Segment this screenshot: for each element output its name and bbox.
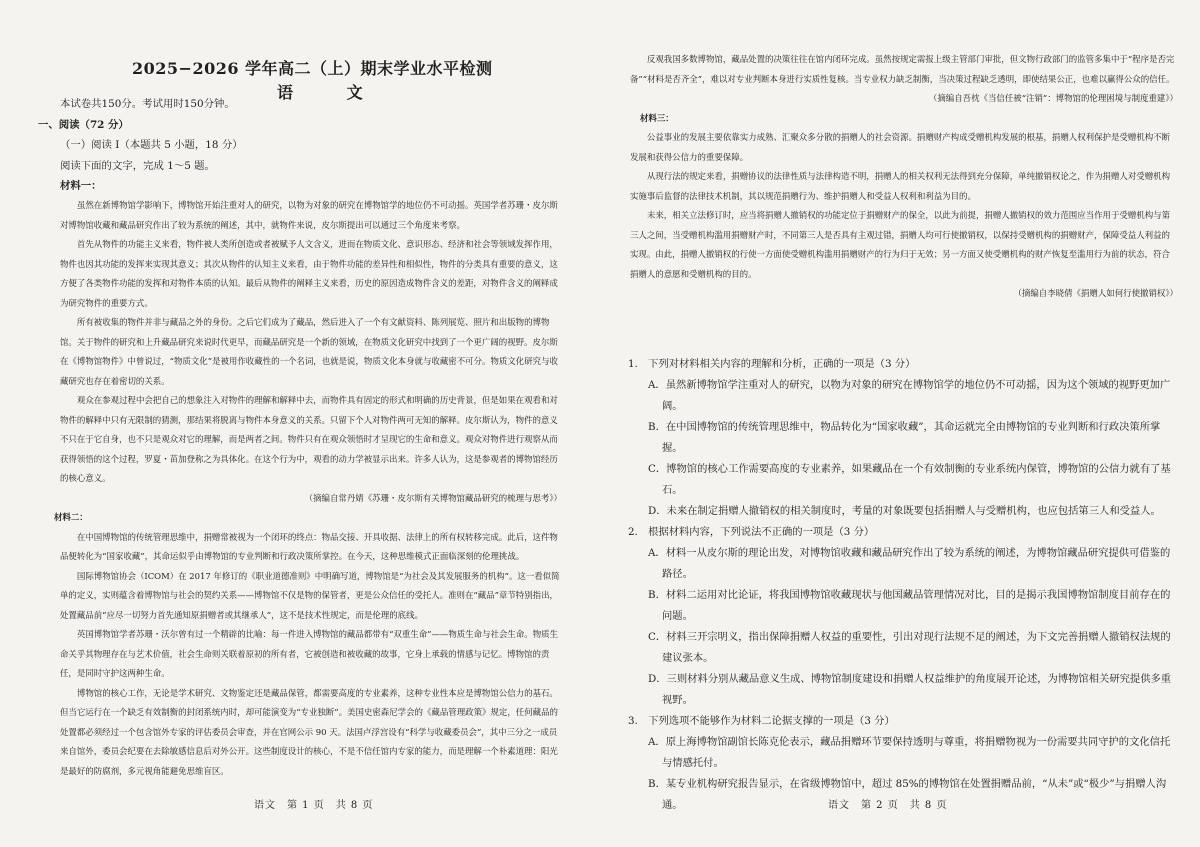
page-1 (22, 0, 577, 847)
subject-title: 语 文 (277, 83, 387, 102)
material-2-paragraph: 国际博物馆协会（ICOM）在 2017 年修订的《职业道德准则》中明确写道，博物馆是“为社会及其发展服务的机构”。这一看似简单的定义，实则蕴含着博物馆与社会的契约关系——博物馆不仅是物的保管者，更是公众信任的受托人。准则在“藏品”章节特别指出，处置藏品前“应尽一切努力首先通知原捐赠者或其继承人”，这不是技术性规定，而是伦理的底线。 (60, 570, 560, 620)
section-heading: 一、阅读（72 分） (38, 118, 129, 131)
page-2-footer: 语文 第 2 页 共 8 页 (828, 800, 948, 811)
answer-option: A．原上海博物馆副馆长陈克伦表示，藏品捐赠环节要保持透明与尊重，将捐赠物视为一份需要共同守护的文化信托与情感托付。 (648, 736, 1171, 769)
material-3-source: （摘编自李晓倩《捐赠人如何行使撤销权》） (1013, 288, 1178, 298)
questions-block (628, 354, 1178, 816)
material-3-label: 材料三： (640, 112, 674, 123)
material-3-paragraph: 公益事业的发展主要依靠实力成熟、汇聚众多分散的捐赠人的社会资源。捐赠财产构成受赠机构发展的根基，捐赠人权利保护是受赠机构不断发展和获得公信力的重要保障。 (630, 132, 1171, 162)
answer-option: C．博物馆的核心工作需要高度的专业素养，如果藏品在一个有效制衡的专业系统内保管，博物馆的公信力就有了基石。 (648, 463, 1171, 496)
answer-option: B．在中国博物馆的传统管理思维中，物品转化为“国家收藏”，其命运就完全由博物馆的专业判断和行政决策所掌握。 (648, 421, 1161, 454)
question-stem: 2. 根据材料内容，下列说法不正确的一项是（3 分） (628, 526, 875, 538)
question-1 (628, 354, 1178, 522)
subsection-heading: （一）阅读 I（本题共 5 小题，18 分） (60, 139, 243, 152)
page-2 (618, 0, 1180, 847)
material-1-paragraph: 观众在参观过程中会把自己的想象注入对物件的理解和解释中去，而物件具有固定的形式和明确的历史背景，但是如果在观看和对物件的解释中只有无限制的猜测，那结果将脱离与物件本身意义的关系。只留下个人对物件两可无知的解释。皮尔斯认为，物件的意义不只在于它自身，也不只是观众对它的理解，而是两者之间。物件只有在观众领悟时才呈现它的生命和意义。观众对物件进行观察从而获得领悟的这个过程，罗夏・苗加登称之为具体化。在这个行为中，观看的动力学被显示出来。许多人认为，这是参观者的博物馆经历的核心意义。 (60, 395, 558, 483)
exam-title: 2025−2026 学年高二（上）期末学业水平检测 (132, 59, 493, 78)
material-1-body (54, 196, 562, 781)
material-2-paragraph: 英国博物馆学者苏珊・沃尔曾有过一个精辟的比喻：每一件进入博物馆的藏品都带有“双重生命”——物质生命与社会生命。物质生命关乎其物理存在与艺术价值，社会生命则关联着原初的所有者，它被创造和被收藏的故事，它身上承载的情感与记忆。博物馆的责任，是同时守护这两种生命。 (60, 629, 559, 678)
page-1-footer: 语文 第 1 页 共 8 页 (254, 800, 374, 811)
material-3-paragraph: 未来，相关立法修订时，应当将捐赠人撤销权的功能定位于捐赠财产的保全，以此为前提，捐赠人撤销权的效力范围应当作用于受赠机构与第三人之间，当受赠机构滥用捐赠财产时，不同第三人是否具有主观过错，捐赠人均可行使撤销权，以保持受赠机构的捐赠财产，保障受益人利益的实现。由此，捐赠人撤销权的行使一方面使受赠机构滥用捐赠财产的行为归于无效；另一方面又使受赠机构的财产恢复至滥用行为前的状态，符合捐赠人的意愿和受赠机构的目的。 (630, 210, 1171, 279)
material-1-source: （摘编自常丹婧《苏珊・皮尔斯有关博物馆藏品研究的梳理与思考》） (304, 492, 562, 503)
answer-option: C．材料三开宗明义，指出保障捐赠人权益的重要性，引出对现行法规不足的阐述，为下文完善捐赠人撤销权法规的建议张本。 (648, 631, 1171, 664)
page-1-intro (38, 94, 562, 197)
answer-option: A．材料一从皮尔斯的理论出发，对博物馆收藏和藏品研究作出了较为系统的阐述，为博物馆藏品研究提供可借鉴的路径。 (648, 547, 1171, 580)
material-2-paragraph: 博物馆的核心工作，无论是学术研究、文物鉴定还是藏品保管，都需要高度的专业素养，这种专业性本应是博物馆公信力的基石。但当它运行在一个缺乏有效制衡的封闭系统内时，却可能演变为“专业独断”。美国史密森尼学会的《藏品管理政策》规定，任何藏品的处置都必须经过一个包含馆外专家的评估委员会审查，并在官网公示 90 天。法国卢浮宫设有“科学与收藏委员会”，其中三分之一成员来自馆外，委员会纪要在去除敏感信息后对外公开。这些制度设计的核心，不是不信任馆内专家的能力，而是理解一个朴素道理：阳光是最好的防腐剂，多元视角能避免思维盲区。 (60, 687, 558, 776)
answer-option: D．三则材料分别从藏品意义生成、博物馆制度建设和捐赠人权益维护的角度展开论述，为博物馆相关研究提供多重视野。 (648, 673, 1172, 706)
question-stem: 1. 下列对材料相关内容的理解和分析，正确的一项是（3 分） (628, 358, 916, 370)
page-2-materials (630, 50, 1178, 304)
material-1-label: 材料一： (60, 180, 102, 193)
material-2-label: 材料二： (54, 512, 88, 522)
question-2 (628, 522, 1178, 711)
reading-instruction: 阅读下面的文字，完成 1～5 题。 (60, 159, 215, 172)
answer-option: B．某专业机构研究报告显示，在省级博物馆中，超过 85%的博物馆在处置捐赠品前，“从未”或“极少”与捐赠人沟通。 (648, 778, 1167, 811)
material-3-paragraph: 从现行法的规定来看，捐赠协议的法律性质与法律构造不明，捐赠人的相关权利无法得到充分保障，单纯撤销权论之，作为捐赠人对受赠机构实施事后监督的法律技术机制，其以规范捐赠行为、维护捐赠人和受益人权利和利益为目的。 (630, 171, 1171, 201)
answer-option: B．材料二运用对比论证，将我国博物馆收藏现状与他国藏品管理情况对比，目的是揭示我国博物馆制度目前存在的问题。 (648, 589, 1171, 622)
material-1-paragraph: 所有被收集的物件并非与藏品之外的身份。之后它们成为了藏品，然后进入了一个有文献资料、陈列展览、照片和出版物的博物馆。关于物件的研究和上升藏品研究来说时代更早，而藏品研究是一个新的领域，在物质文化研究中找到了一个更广阔的视野。皮尔斯在《博物馆物件》中曾说过，“物质文化”是被用作收藏性的一个名词，也就是说，物质文化本身就与收藏密不可分。物质文化研究与收藏研究也存在着密切的关系。 (60, 317, 558, 386)
material-2-continued: 反观我国多数博物馆，藏品处置的决策往往在馆内闭环完成。虽然按规定需报上级主管部门审批，但文物行政部门的监管多集中于“程序是否完备”“材料是否齐全”，难以对专业判断本身进行实质性复核。当专业权力缺乏制衡，当决策过程缺乏透明，即使结果公正，也难以赢得公众的信任。 (630, 54, 1175, 84)
material-1-paragraph: 虽然在新博物馆学影响下，博物馆开始注重对人的研究，以物为对象的研究在博物馆学的地位仍不可动摇。英国学者苏珊・皮尔斯对博物馆收藏和藏品研究作出了较为系统的阐述，其中，就物件来说，皮尔斯提出可以通过三个角度来考察。 (60, 200, 558, 230)
answer-option: D．未来在制定捐赠人撤销权的相关制度时，考量的对象既要包括捐赠人与受赠机构，也应包括第三人和受益人。 (648, 505, 1161, 517)
question-stem: 3. 下列选项不能够作为材料二论据支撑的一项是（3 分） (628, 715, 895, 727)
exam-info: 本试卷共150分。考试用时150分钟。 (60, 98, 235, 110)
answer-option: A．虽然新博物馆学注重对人的研究，以物为对象的研究在博物馆学的地位仍不可动摇，因为这个领域的视野更加广阔。 (648, 379, 1171, 412)
material-2-paragraph: 在中国博物馆的传统管理思维中，捐赠常被视为一个闭环的终点：物品交接、开具收据、法律上的所有权转移完成。此后，这件物品便转化为“国家收藏”，其命运似乎由博物馆的专业判断和行政决策所掌控。在今天，这种思维模式正面临深刻的伦理挑战。 (60, 531, 558, 561)
material-1-paragraph: 首先从物件的功能主义来看，物件被人类所创造或者被赋予人文含义，进而在物质文化、意识形态、经济和社会等领域发挥作用，物件也因其功能的发挥来实现其意义；其次从物件的认知主义来看，由于物件功能的差异性和相似性，物件的分类具有重要的意义，这方便了各类物件功能的发挥和对物件本质的认知。最后从物件的阐释主义来看，历史的原因造成物件含义的差距，对物件含义的阐释成为研究物件的重要方式。 (60, 239, 558, 308)
material-2-source: （摘编自吾枕《当信任被“注销”：博物馆的伦理困境与制度重建》） (928, 93, 1178, 103)
